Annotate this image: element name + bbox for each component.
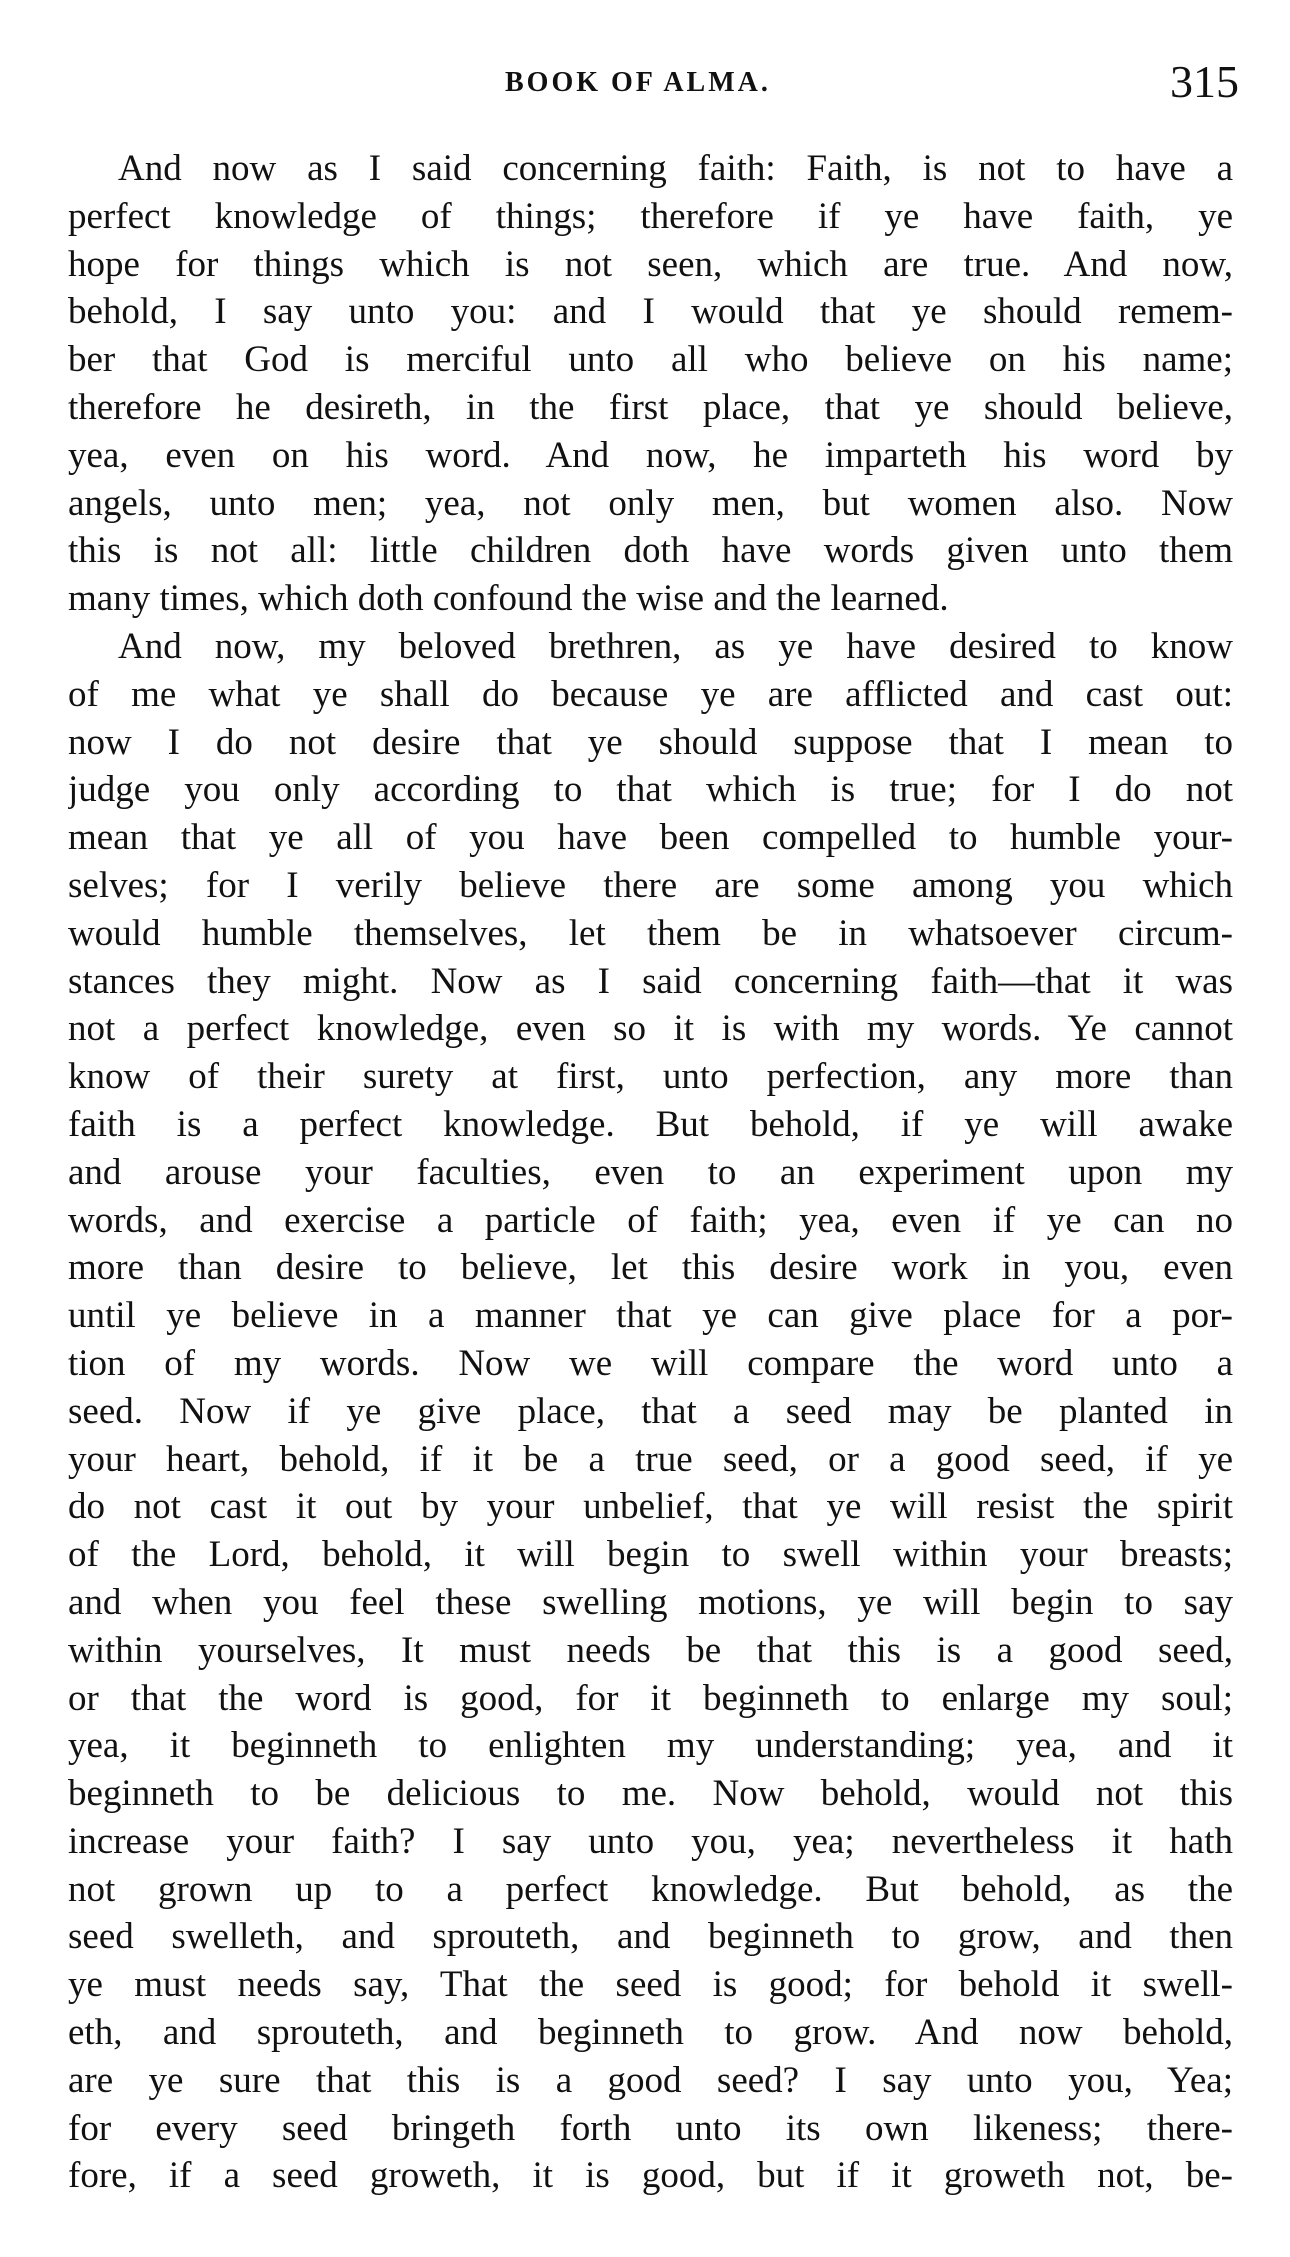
- text-line: are ye sure that this is a good seed? I say unto you, Yea;: [68, 2059, 1233, 2101]
- text-line: or that the word is good, for it beginneth to enlarge my soul;: [68, 1677, 1233, 1719]
- text-line: of me what ye shall do because ye are afflicted and cast out:: [68, 673, 1233, 715]
- text-line: now I do not desire that ye should suppose that I mean to: [68, 721, 1233, 763]
- text-line: selves; for I verily believe there are some among you which: [68, 864, 1233, 906]
- text-line: of the Lord, behold, it will begin to swell within your breasts;: [68, 1534, 1233, 1576]
- text-line: know of their surety at first, unto perfection, any more than: [68, 1056, 1233, 1098]
- running-head-title: BOOK OF ALMA.: [505, 67, 771, 98]
- text-line: within yourselves, It must needs be that this is a good seed,: [68, 1629, 1233, 1671]
- text-line: this is not all: little children doth have words given unto them: [68, 530, 1233, 572]
- text-line: would humble themselves, let them be in whatsoever circum-: [68, 912, 1233, 954]
- text-line: And now, my beloved brethren, as ye have desired to know: [118, 625, 1233, 667]
- text-line: angels, unto men; yea, not only men, but women also. Now: [68, 482, 1233, 524]
- text-line: therefore he desireth, in the first place, that ye should believe,: [68, 386, 1233, 428]
- text-line: increase your faith? I say unto you, yea; nevertheless it hath: [68, 1820, 1233, 1862]
- text-line: behold, I say unto you: and I would that ye should remem-: [68, 291, 1233, 333]
- text-line: ye must needs say, That the seed is good; for behold it swell-: [68, 1964, 1233, 2006]
- text-line: yea, even on his word. And now, he imparteth his word by: [68, 434, 1233, 476]
- text-line: words, and exercise a particle of faith; yea, even if ye can no: [68, 1199, 1233, 1241]
- text-line: until ye believe in a manner that ye can give place for a por-: [68, 1295, 1233, 1337]
- text-line: And now as I said concerning faith: Faith, is not to have a: [118, 148, 1233, 189]
- text-line: do not cast it out by your unbelief, that ye will resist the spirit: [68, 1486, 1233, 1528]
- running-head: [0, 55, 1290, 115]
- text-line: seed swelleth, and sprouteth, and beginneth to grow, and then: [68, 1916, 1233, 1958]
- text-line: tion of my words. Now we will compare the word unto a: [68, 1342, 1233, 1384]
- text-line: hope for things which is not seen, which are true. And now,: [68, 243, 1233, 285]
- text-line: faith is a perfect knowledge. But behold, if ye will awake: [68, 1103, 1233, 1145]
- text-line: and when you feel these swelling motions, ye will begin to say: [68, 1581, 1233, 1623]
- text-line: ber that God is merciful unto all who believe on his name;: [68, 339, 1233, 381]
- text-line: fore, if a seed groweth, it is good, but if it groweth not, be-: [68, 2155, 1233, 2197]
- text-line: eth, and sprouteth, and beginneth to grow. And now behold,: [68, 2012, 1233, 2054]
- text-line: your heart, behold, if it be a true seed, or a good seed, if ye: [68, 1438, 1233, 1480]
- text-line: more than desire to believe, let this desire work in you, even: [68, 1247, 1233, 1289]
- body-text: [68, 145, 1233, 2200]
- text-line: mean that ye all of you have been compelled to humble your-: [68, 817, 1233, 859]
- text-line: beginneth to be delicious to me. Now behold, would not this: [68, 1773, 1233, 1815]
- text-line: and arouse your faculties, even to an experiment upon my: [68, 1151, 1233, 1193]
- text-line: judge you only according to that which is true; for I do not: [68, 769, 1233, 811]
- text-line: not a perfect knowledge, even so it is with my words. Ye cannot: [68, 1008, 1233, 1050]
- text-line: yea, it beginneth to enlighten my understanding; yea, and it: [68, 1725, 1233, 1767]
- text-line: for every seed bringeth forth unto its own likeness; there-: [68, 2107, 1233, 2149]
- text-line: seed. Now if ye give place, that a seed may be planted in: [68, 1390, 1233, 1432]
- text-line: not grown up to a perfect knowledge. But behold, as the: [68, 1868, 1233, 1910]
- text-line: stances they might. Now as I said concerning faith—that it was: [68, 960, 1233, 1002]
- text-line: many times, which doth confound the wise and the learned.: [68, 578, 949, 620]
- page-number: 315: [1170, 56, 1239, 107]
- text-line: perfect knowledge of things; therefore if ye have faith, ye: [68, 195, 1233, 237]
